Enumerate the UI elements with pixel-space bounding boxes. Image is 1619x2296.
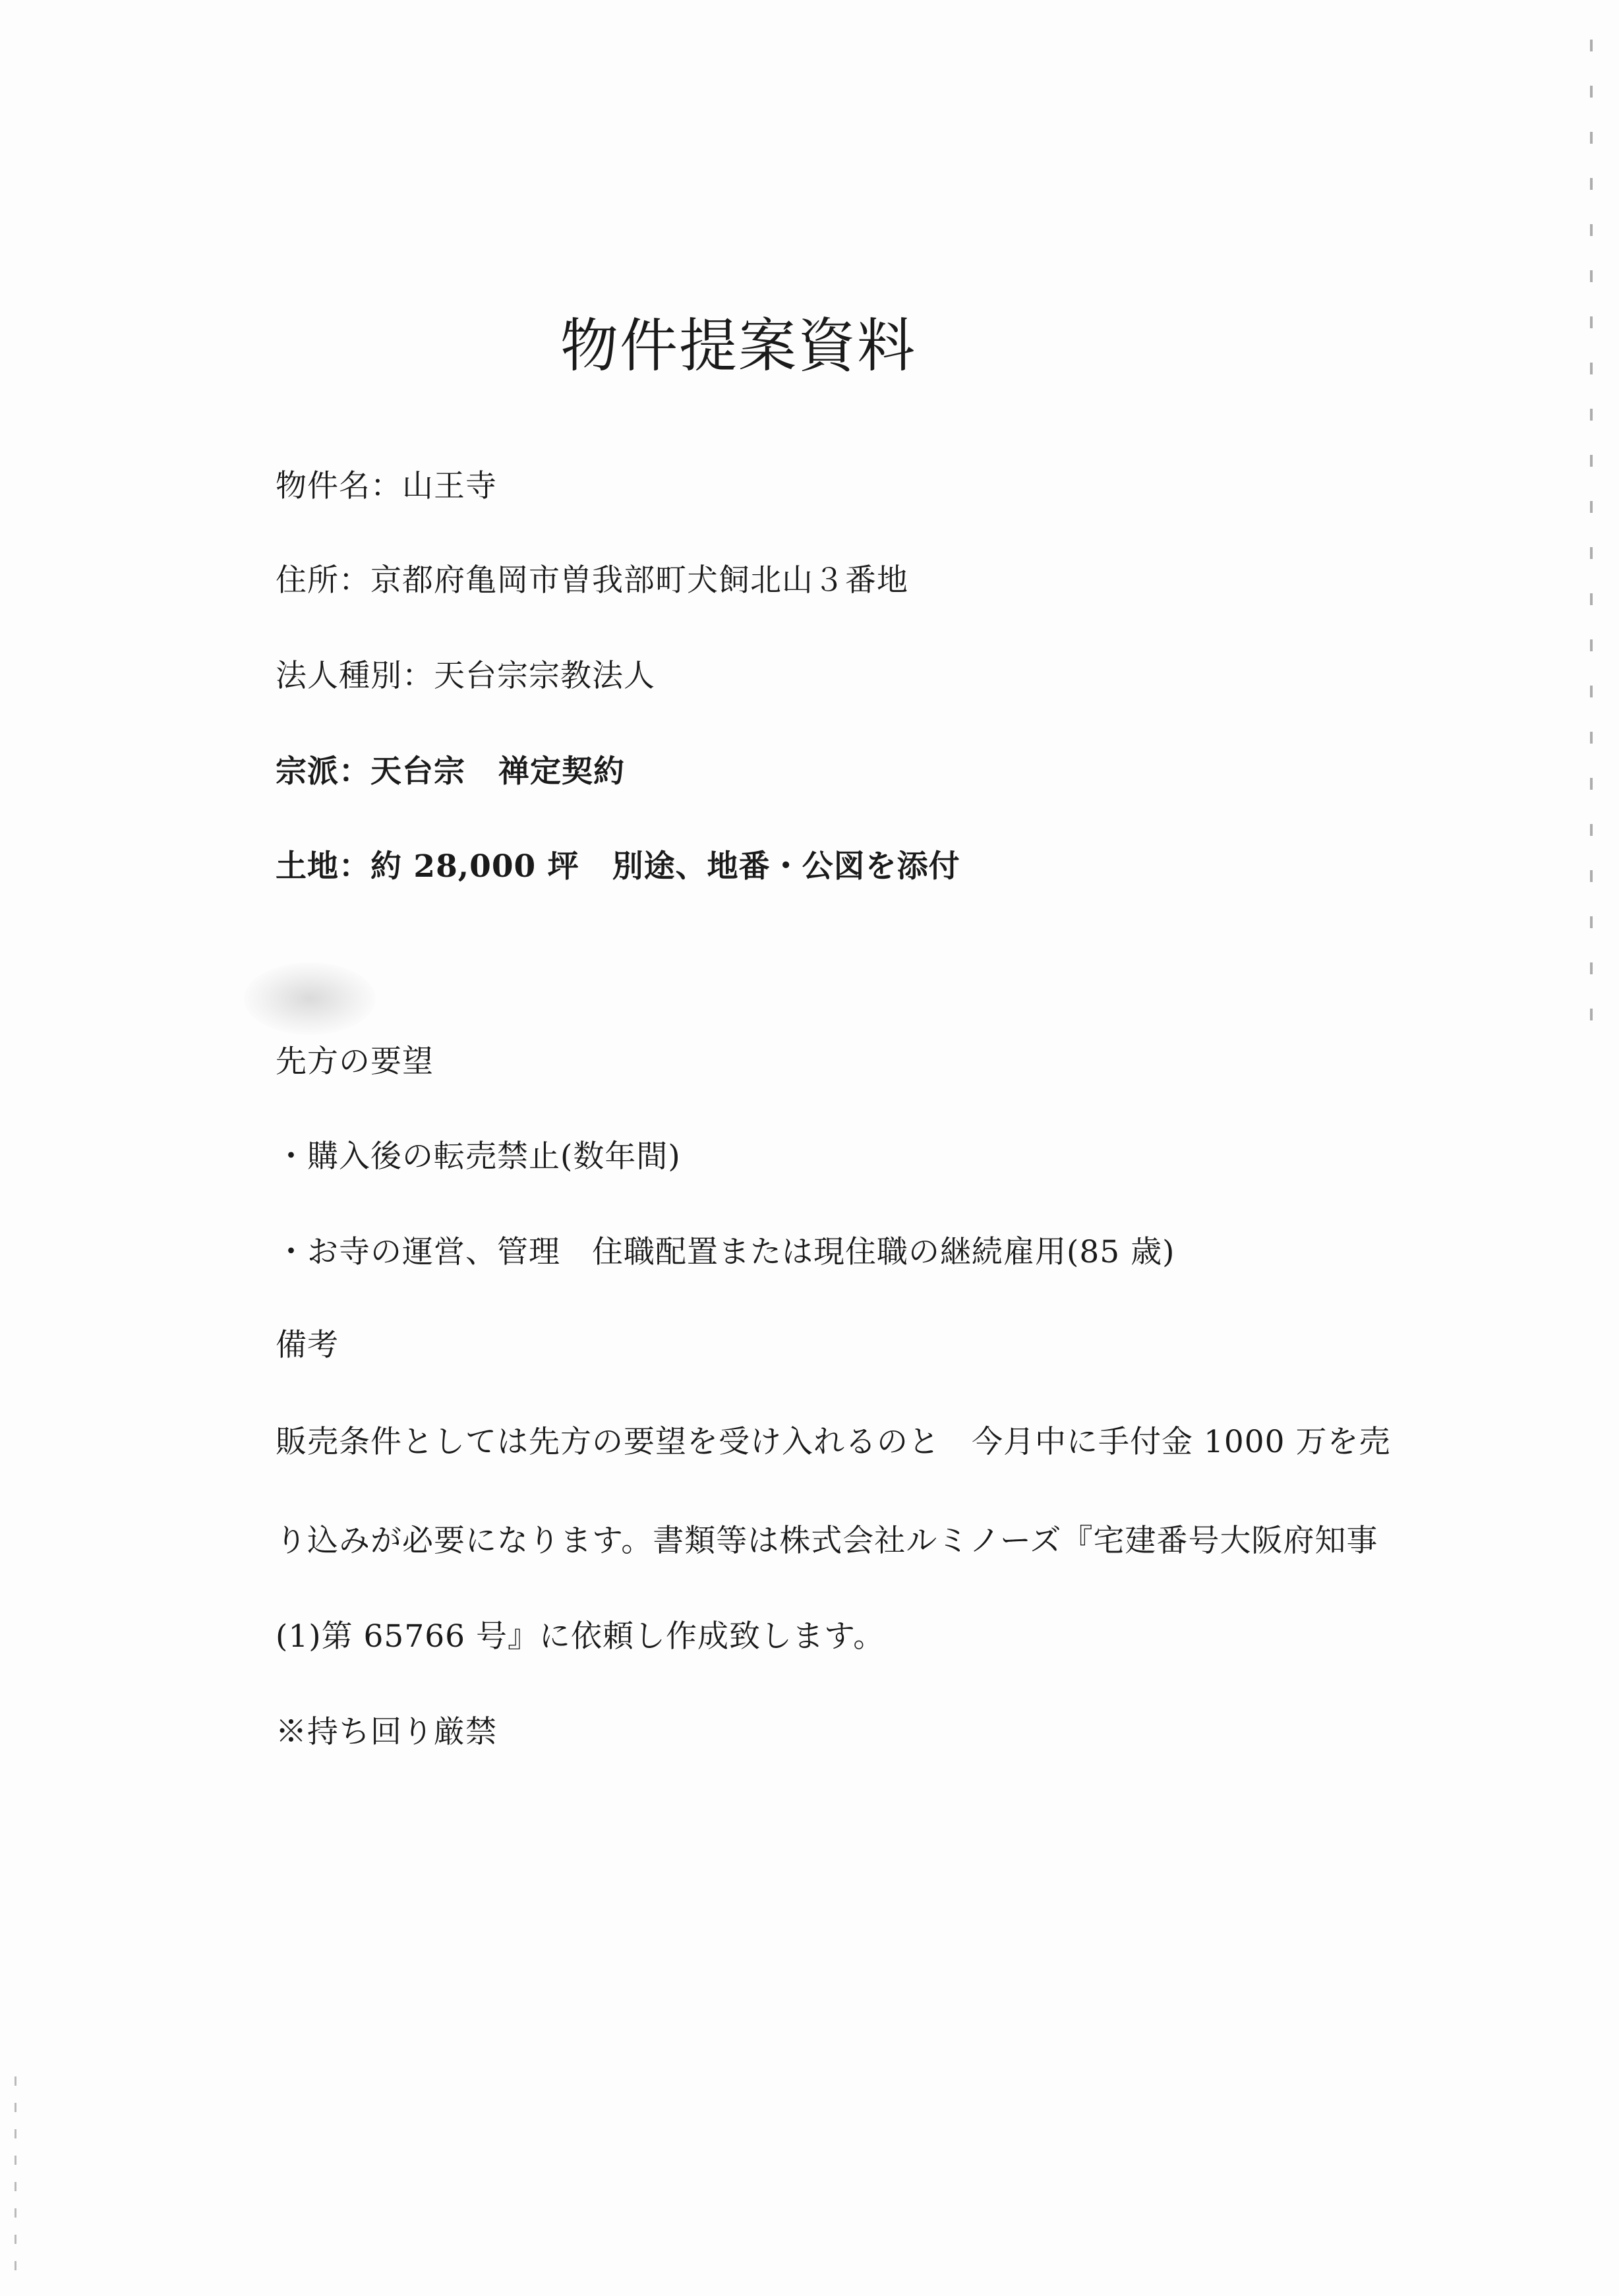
confidential-notice: ※持ち回り厳禁 (276, 1714, 497, 1750)
remarks-heading: 備考 (276, 1327, 339, 1363)
requests-heading: 先方の要望 (276, 1044, 434, 1080)
land: 土地：約 28,000 坪 (276, 848, 579, 885)
remarks-line-3: (1)第 65766 号』に依頼し作成致します。 (276, 1618, 885, 1655)
property-name: 物件名：山王寺 (276, 468, 497, 504)
request-item-2: ・お寺の運営、管理 住職配置または現住職の継続雇用(85 歳) (276, 1234, 1175, 1270)
remarks-line-1: 販売条件としては先方の要望を受け入れるのと 今月中に手付金 1000 万を売 (276, 1424, 1391, 1460)
scan-edge-marks-left (15, 2076, 16, 2274)
document-title: 物件提案資料 (560, 312, 917, 380)
land-line (276, 842, 960, 886)
land-note: 別途、地番・公図を添付 (612, 848, 960, 885)
sect-line (276, 747, 625, 791)
corporation-type: 法人種別：天台宗宗教法人 (276, 658, 655, 694)
request-item-1: ・購入後の転売禁止(数年間) (276, 1138, 681, 1175)
contract: 禅定契約 (498, 753, 625, 790)
scan-edge-marks (1590, 40, 1593, 1028)
address: 住所：京都府亀岡市曽我部町犬飼北山３番地 (276, 562, 908, 599)
scan-smudge (244, 962, 376, 1035)
sect: 宗派：天台宗 (276, 753, 465, 790)
remarks-line-2: り込みが必要になります。書類等は株式会社ルミノーズ『宅建番号大阪府知事 (276, 1523, 1378, 1559)
